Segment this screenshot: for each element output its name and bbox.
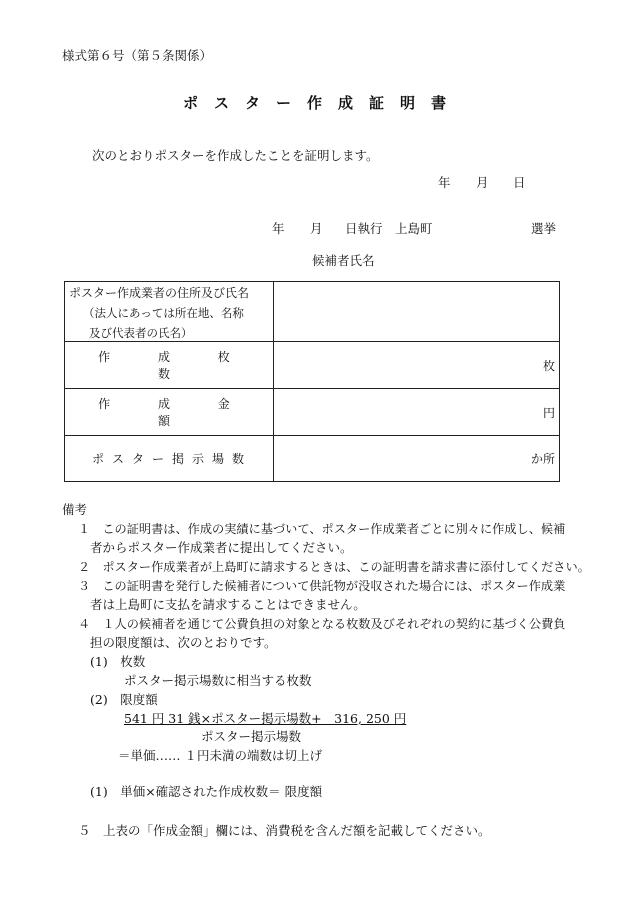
- formula-result: ＝単価…… １円未満の端数は切上げ: [118, 748, 322, 763]
- note-4-line-1: ４ １人の候補者を通じて公費負担の対象となる枚数及びそれぞれの契約に基づく公費負: [78, 617, 566, 631]
- note-4-sub2-label: (2) 限度額: [90, 692, 158, 707]
- amount-label: 作 成 金 額: [98, 397, 252, 428]
- date-year-label: 年: [438, 175, 451, 190]
- election-suffix: 選挙: [531, 221, 557, 236]
- contractor-label-cell: [65, 282, 274, 342]
- locations-label: ポスター掲示場数: [91, 452, 252, 466]
- form-number: 様式第６号（第５条関係）: [62, 48, 213, 63]
- statement-text: 次のとおりポスターを作成したことを証明します。: [92, 148, 379, 163]
- certificate-table: [64, 281, 560, 482]
- date-month-label: 月: [476, 175, 489, 190]
- quantity-label-cell: [65, 342, 274, 389]
- page-title: ポスター作成証明書: [183, 94, 463, 112]
- contractor-label: ポスター作成業者の住所及び氏名: [69, 286, 250, 300]
- note-2-line-1: ２ ポスター作成業者が上島町に請求するときは、この証明書を請求書に添付してください。: [78, 560, 590, 574]
- notes-heading: 備考: [62, 502, 88, 517]
- candidate-name-label: 候補者氏名: [312, 253, 375, 268]
- amount-unit: 円: [542, 405, 555, 420]
- note-4-line-2: 担の限度額は、次のとおりです。: [90, 635, 277, 650]
- note-4-sub1-label: (1) 枚数: [90, 654, 146, 669]
- locations-value-cell[interactable]: [274, 436, 560, 482]
- election-month-label: 月: [310, 221, 323, 236]
- contractor-value-cell[interactable]: [274, 282, 560, 342]
- quantity-value-cell[interactable]: [274, 342, 560, 389]
- election-year-label: 年: [272, 221, 285, 236]
- locations-label-cell: [65, 436, 274, 482]
- contractor-label-sub1: （法人にあっては所在地、名称: [83, 306, 244, 320]
- note-1-line-1: １ この証明書は、作成の実績に基づいて、ポスター作成業者ごとに別々に作成し、候補: [78, 522, 566, 536]
- formula-denominator: ポスター掲示場数: [201, 729, 302, 744]
- limit-line: (1) 単価×確認された作成枚数＝ 限度額: [90, 784, 323, 799]
- table-row: [65, 436, 560, 482]
- table-row: [65, 282, 560, 342]
- formula-numerator: 541 円 31 銭×ポスター掲示場数+ 316, 250 円: [124, 711, 407, 726]
- date-day-label: 日: [513, 175, 526, 190]
- contractor-label-sub2: 及び代表者の氏名）: [89, 326, 193, 340]
- election-day-label: 日執行: [345, 221, 383, 236]
- note-5-line-1: ５ 上表の「作成金額」欄には、消費税を含んだ額を記載してください。: [78, 823, 491, 838]
- quantity-unit: 枚: [542, 358, 555, 373]
- note-1-line-2: 者からポスター作成業者に提出してください。: [90, 540, 353, 555]
- town-name: 上島町: [395, 221, 433, 236]
- note-4-sub1-text: ポスター掲示場数に相当する枚数: [124, 673, 312, 688]
- note-3-line-1: ３ この証明書を発行した候補者について供託物が没収された場合には、ポスター作成業: [78, 579, 566, 593]
- locations-unit: か所: [530, 452, 555, 466]
- amount-label-cell: [65, 389, 274, 436]
- amount-value-cell[interactable]: [274, 389, 560, 436]
- note-3-line-2: 者は上島町に支払を請求することはできません。: [90, 597, 366, 612]
- table-row: [65, 389, 560, 436]
- quantity-label: 作 成 枚 数: [98, 350, 252, 381]
- table-row: [65, 342, 560, 389]
